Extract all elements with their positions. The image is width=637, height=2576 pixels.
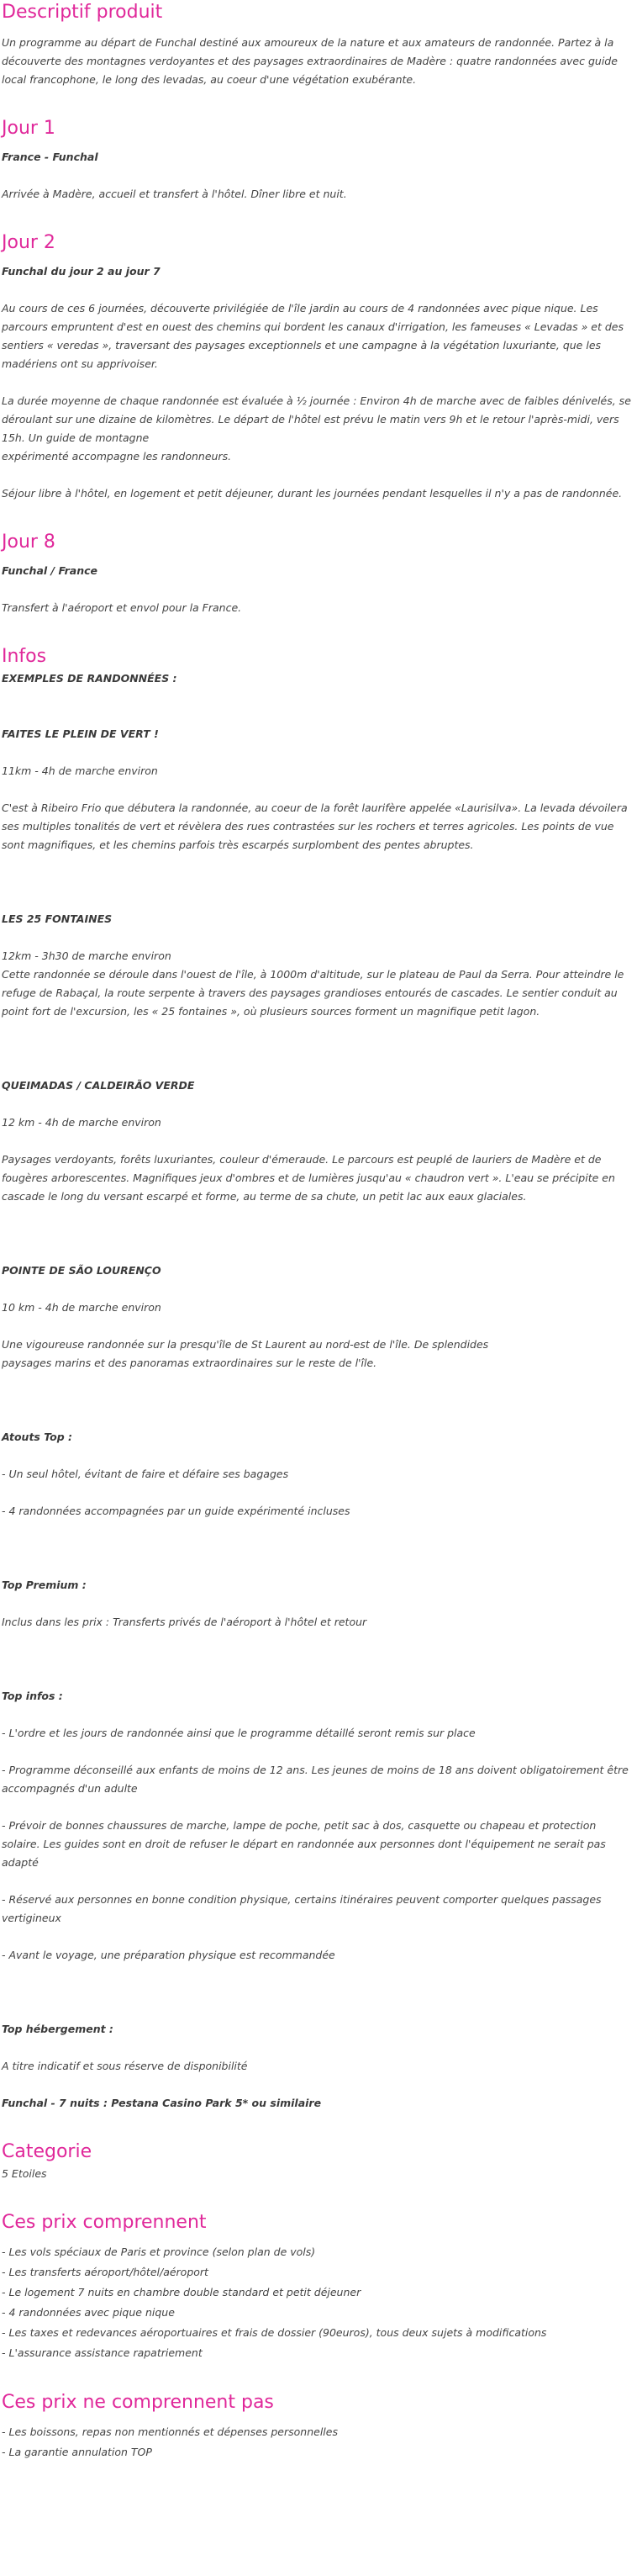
premium-text: Inclus dans les prix : Transferts privés de l'aéroport à l'hôtel et retour (2, 1616, 367, 1628)
hike-stats: 12 km - 4h de marche environ (2, 1116, 161, 1129)
day1-title: Jour 1 (2, 118, 55, 139)
day1-section (2, 111, 635, 204)
list-item: - Les transferts aéroport/hôtel/aéroport (2, 2266, 208, 2278)
infos-section (2, 639, 635, 2113)
topinfos-heading: Top infos : (2, 1690, 63, 1702)
hike-name: POINTE DE SÃO LOURENÇO (2, 1264, 161, 1277)
day1-subtitle: France - Funchal (2, 151, 98, 163)
prix-ne-comprennent-list (2, 2422, 635, 2462)
prix-comprennent-title: Ces prix comprennent (2, 2212, 207, 2233)
hebergement-heading: Top hébergement : (2, 2023, 113, 2035)
day2-paragraph-3: Séjour libre à l'hôtel, en logement et petit déjeuner, durant les journées pendant lesquelles il n'y a pas de randonnée. (2, 487, 623, 500)
topinfos-item: - Programme déconseillé aux enfants de moins de 12 ans. Les jeunes de moins de 18 ans doivent obligatoirement être accompagnés d'un adulte (2, 1764, 629, 1795)
list-item: - Les vols spéciaux de Paris et province (selon plan de vols) (2, 2245, 316, 2258)
infos-title: Infos (2, 646, 47, 667)
description-title: Descriptif produit (2, 2, 163, 23)
prix-ne-comprennent-title: Ces prix ne comprennent pas (2, 2392, 274, 2413)
topinfos-item: - Réservé aux personnes en bonne condition physique, certains itinéraires peuvent comporter quelques passages vertigineux (2, 1893, 602, 1924)
day8-title: Jour 8 (2, 532, 55, 553)
day2-paragraph-1: Au cours de ces 6 journées, découverte privilégiée de l'île jardin au cours de 4 randonnées avec pique nique. Les parcours empruntent d'est en ouest des chemins qui bordent les canaux d'irrigation, les fameuses « Levadas » et des sentiers « veredas », traversant des paysages exceptionnels et une campagne à la végétation luxuriante, que les madériens ont su apprivoiser. (2, 302, 624, 370)
day2-paragraph-2b: expérimenté accompagne les randonneurs. (2, 450, 232, 463)
hebergement-text: A titre indicatif et sous réserve de disponibilité (2, 2060, 248, 2072)
day2-subtitle: Funchal du jour 2 au jour 7 (2, 265, 161, 278)
hike-stats: 11km - 4h de marche environ (2, 764, 158, 777)
hike-text: Une vigoureuse randonnée sur la presqu'île de St Laurent au nord-est de l'île. De splendides (2, 1338, 489, 1351)
hike-name: QUEIMADAS / CALDEIRÃO VERDE (2, 1079, 195, 1092)
topinfos-item: - Prévoir de bonnes chaussures de marche, lampe de poche, petit sac à dos, casquette ou chapeau et protection solaire. Les guides sont en droit de refuser le départ en randonnée aux personnes dont l'équipement ne serait pas adapté (2, 1819, 606, 1869)
hike-text: Cette randonnée se déroule dans l'ouest de l'île, à 1000m d'altitude, sur le plateau de Paul da Serra. Pour atteindre le refuge de Rabaçal, la route serpente à travers des paysages grandioses entourés de cascades. Le sentier conduit au point fort de l'excursion, les « 25 fontaines », où plusieurs sources forment un magnifique petit lagon. (2, 968, 624, 1018)
list-item: - Les boissons, repas non mentionnés et dépenses personnelles (2, 2425, 338, 2438)
atouts-item: - 4 randonnées accompagnées par un guide expérimenté incluses (2, 1505, 350, 1517)
day2-paragraph-2: La durée moyenne de chaque randonnée est évaluée à ½ journée : Environ 4h de marche avec de faibles dénivelés, se déroulant sur une dizaine de kilomètres. Le départ de l'hôtel est prévu le matin vers 9h et le retour l'après-midi, vers 15h. Un guide de montagne (2, 394, 631, 444)
hike-name: LES 25 FONTAINES (2, 912, 113, 925)
description-section (2, 0, 635, 89)
list-item: - L'assurance assistance rapatriement (2, 2346, 203, 2359)
topinfos-item: - Avant le voyage, une préparation physique est recommandée (2, 1949, 335, 1961)
topinfos-item: - L'ordre et les jours de randonnée ainsi que le programme détaillé seront remis sur place (2, 1727, 476, 1739)
day1-text: Arrivée à Madère, accueil et transfert à l'hôtel. Dîner libre et nuit. (2, 188, 347, 200)
prix-comprennent-section (2, 2205, 635, 2363)
prix-comprennent-list (2, 2242, 635, 2363)
list-item: - Le logement 7 nuits en chambre double standard et petit déjeuner (2, 2286, 361, 2298)
list-item: - Les taxes et redevances aéroportuaires et frais de dossier (90euros), tous deux sujets à modifications (2, 2326, 547, 2339)
day2-title: Jour 2 (2, 232, 55, 253)
hike-text-continued: paysages marins et des panoramas extraordinaires sur le reste de l'île. (2, 1357, 377, 1369)
hike-name: FAITES LE PLEIN DE VERT ! (2, 727, 159, 740)
hike-stats: 10 km - 4h de marche environ (2, 1301, 161, 1314)
categorie-section (2, 2134, 635, 2183)
premium-heading: Top Premium : (2, 1579, 87, 1591)
atouts-item: - Un seul hôtel, évitant de faire et défaire ses bagages (2, 1468, 289, 1480)
day2-section (2, 225, 635, 503)
prix-ne-comprennent-section (2, 2385, 635, 2462)
hike-text: Paysages verdoyants, forêts luxuriantes, couleur d'émeraude. Le parcours est peuplé de lauriers de Madère et de fougères arborescentes. Magnifiques jeux d'ombres et de lumières jusqu'au « chaudron vert ». L'eau se précipite en cascade le long du versant escarpé et forme, au terme de sa chute, un petit lac aux eaux glaciales. (2, 1153, 615, 1203)
day8-section (2, 525, 635, 617)
description-intro: Un programme au départ de Funchal destiné aux amoureux de la nature et aux amateurs de randonnée. Partez à la découverte des montagnes verdoyantes et des paysages extraordinaires de Madère : quatre randonnées avec guide local francophone, le long des levadas, au coeur d'une végétation exubérante. (2, 36, 618, 86)
hebergement-hotel: Funchal - 7 nuits : Pestana Casino Park 5* ou similaire (2, 2097, 322, 2109)
examples-heading: EXEMPLES DE RANDONNÉES : (2, 672, 177, 685)
hike-stats: 12km - 3h30 de marche environ (2, 949, 171, 962)
hike-text: C'est à Ribeiro Frio que débutera la randonnée, au coeur de la forêt laurifère appelée «Laurisilva». La levada dévoilera ses multiples tonalités de vert et révèlera des rues contrastées sur les rochers et terres agricoles. Les points de vue sont magnifiques, et les chemins parfois très escarpés surplombent des pentes abruptes. (2, 801, 628, 851)
list-item: - La garantie annulation TOP (2, 2446, 152, 2458)
categorie-title: Categorie (2, 2141, 92, 2162)
day8-text: Transfert à l'aéroport et envol pour la France. (2, 601, 242, 614)
categorie-value: 5 Etoiles (2, 2167, 47, 2180)
list-item: - 4 randonnées avec pique nique (2, 2306, 175, 2319)
day8-subtitle: Funchal / France (2, 564, 97, 577)
atouts-heading: Atouts Top : (2, 1431, 73, 1443)
